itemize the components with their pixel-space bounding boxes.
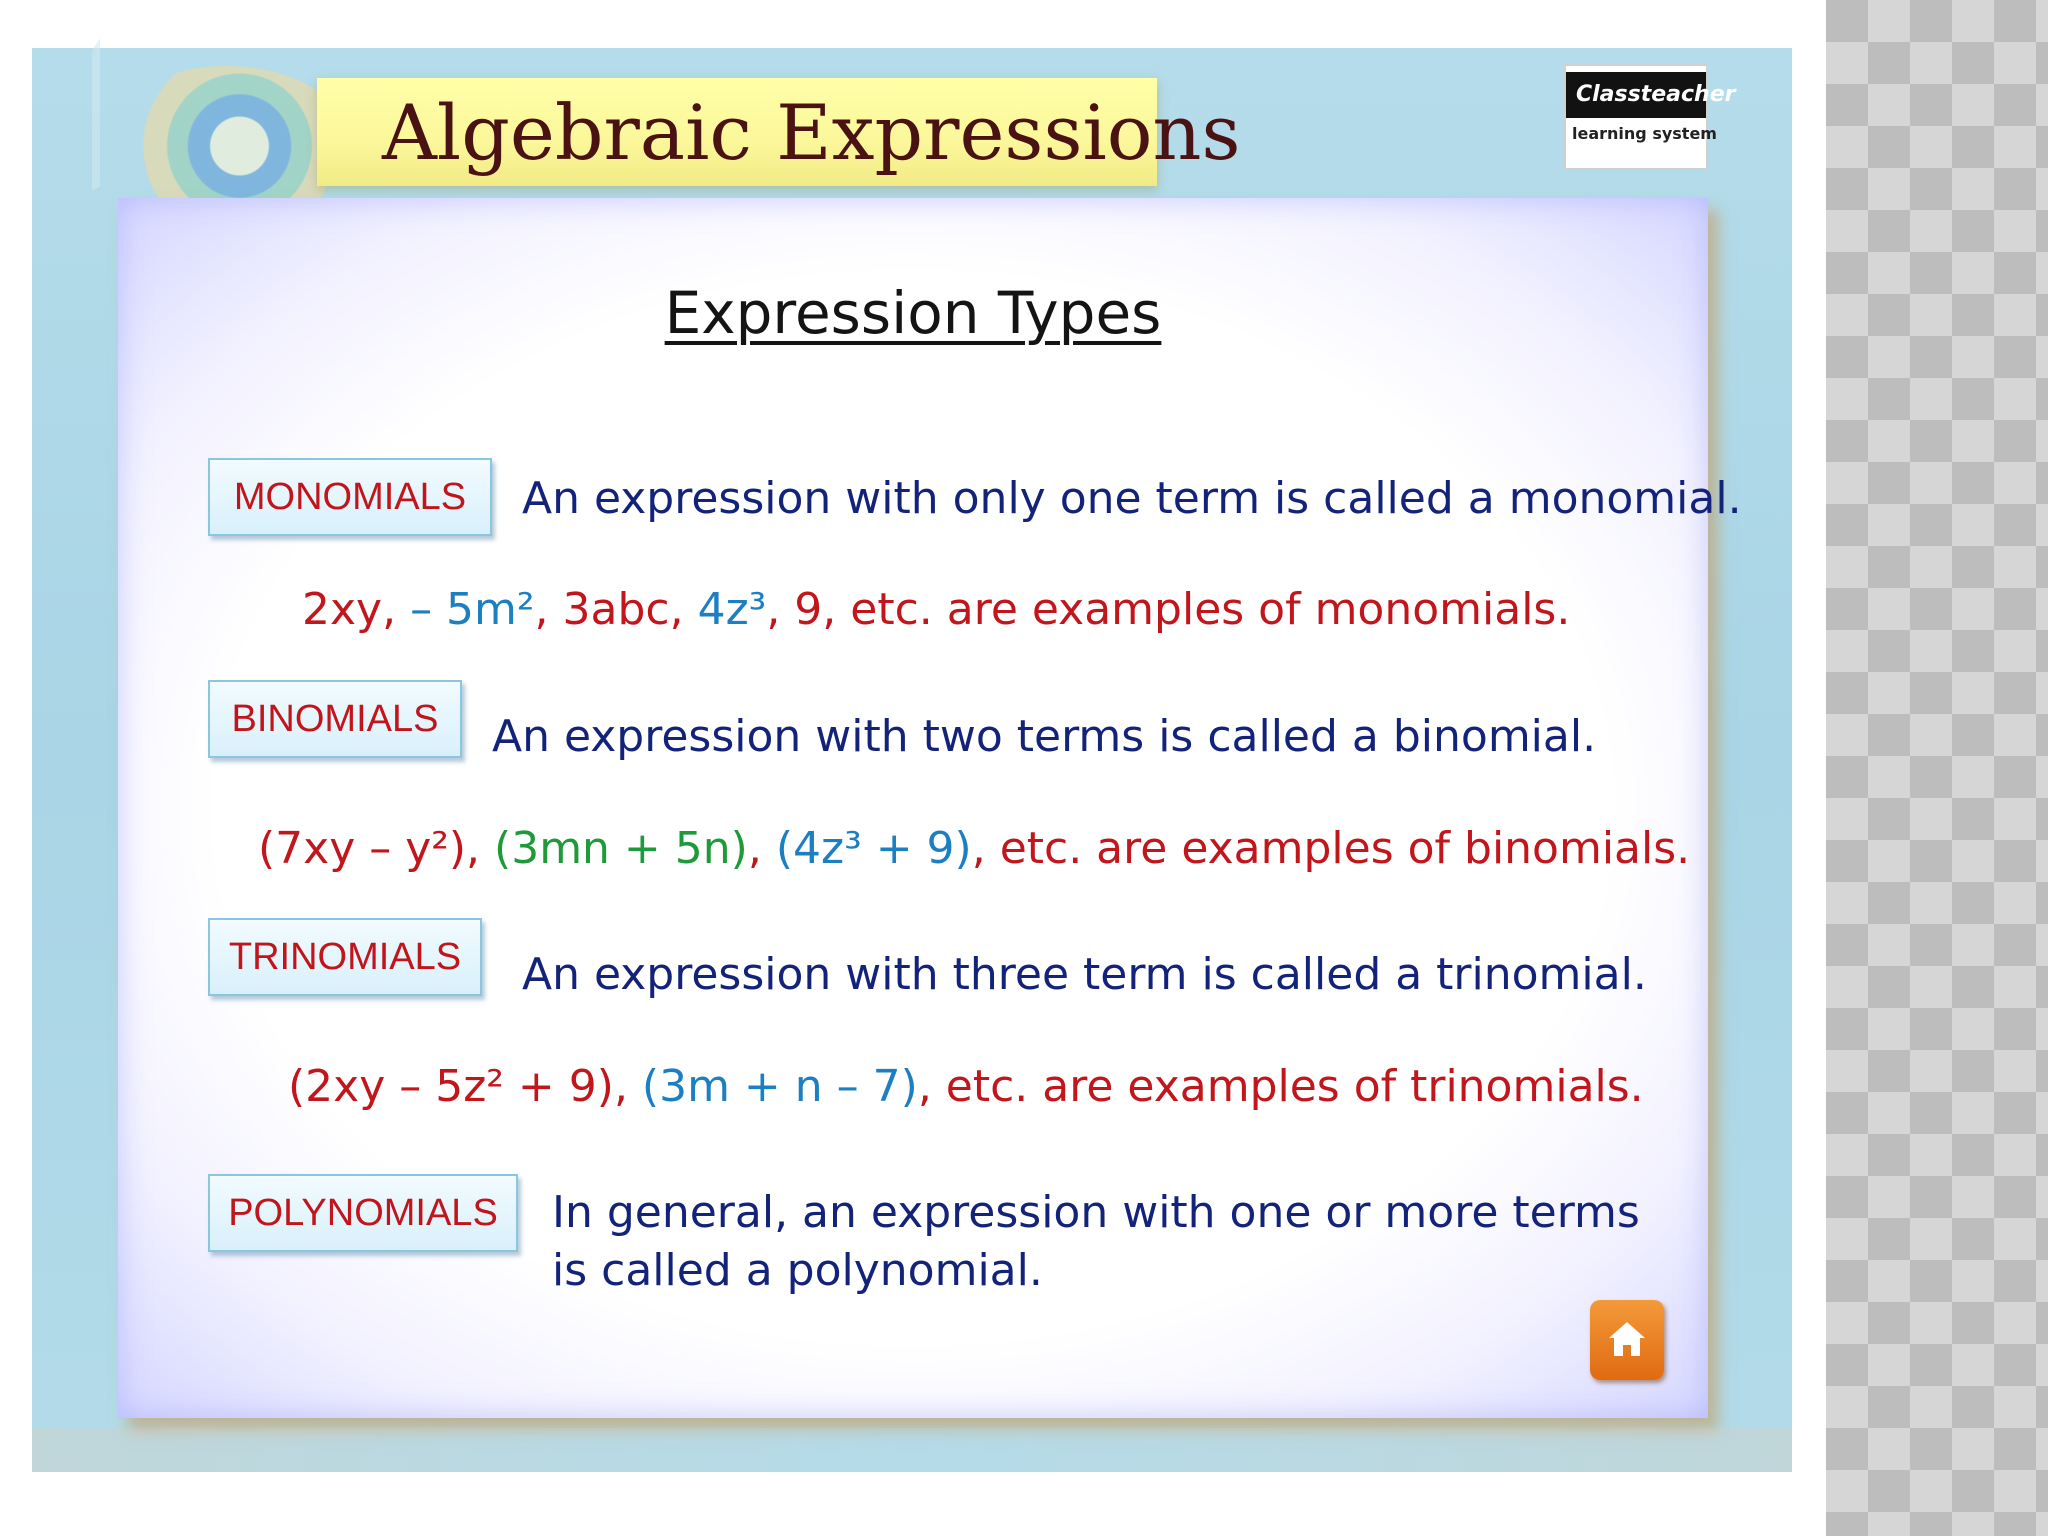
slide-title: Algebraic Expressions (382, 88, 1241, 177)
brand-logo (1564, 64, 1736, 170)
home-icon (1607, 1320, 1647, 1358)
trinomials-examples (288, 1058, 1644, 1116)
example-text: , etc. are examples of trinomials. (917, 1061, 1644, 1112)
section-heading: Expression Types (664, 279, 1162, 347)
home-button[interactable] (1590, 1300, 1664, 1380)
binomials-examples (258, 820, 1690, 878)
side-pattern-strip (1826, 0, 2048, 1536)
decorative-chevron (32, 38, 100, 225)
example-separator: , (382, 584, 411, 635)
example-text: , 9, etc. are examples of monomials. (766, 584, 1571, 635)
monomials-examples (302, 581, 1570, 639)
example-term: (3mn + 5n) (494, 823, 748, 874)
trinomials-definition: An expression with three term is called a trinomial. (522, 949, 1647, 1000)
polynomials-label: POLYNOMIALS (208, 1174, 518, 1252)
content-card (118, 198, 1742, 1418)
example-term: 2xy (302, 584, 383, 635)
monomials-label: MONOMIALS (208, 458, 492, 536)
polynomials-definition-line1: In general, an expression with one or more terms (552, 1187, 1640, 1238)
example-term: – 5m² (410, 584, 535, 635)
bottom-decoration (32, 1428, 1792, 1472)
example-term: (2xy – 5z² + 9), (288, 1061, 642, 1112)
brand-tagline: learning system (1572, 124, 1717, 143)
brand-name: Classteacher (1566, 72, 1706, 118)
example-term: (7xy – y²), (258, 823, 495, 874)
example-term: (3m + n – 7) (641, 1061, 918, 1112)
binomials-definition: An expression with two terms is called a binomial. (492, 711, 1597, 762)
polynomials-definition-line2: is called a polynomial. (552, 1245, 1043, 1296)
monomials-definition: An expression with only one term is called a monomial. (522, 473, 1742, 524)
example-term: 4z³ (697, 584, 767, 635)
example-term: (4z³ + 9) (775, 823, 972, 874)
binomials-label: BINOMIALS (208, 680, 462, 758)
example-separator: , (747, 823, 776, 874)
slide (32, 48, 1792, 1472)
example-term: , 3abc, (534, 584, 698, 635)
trinomials-label: TRINOMIALS (208, 918, 482, 996)
example-text: , etc. are examples of binomials. (971, 823, 1691, 874)
